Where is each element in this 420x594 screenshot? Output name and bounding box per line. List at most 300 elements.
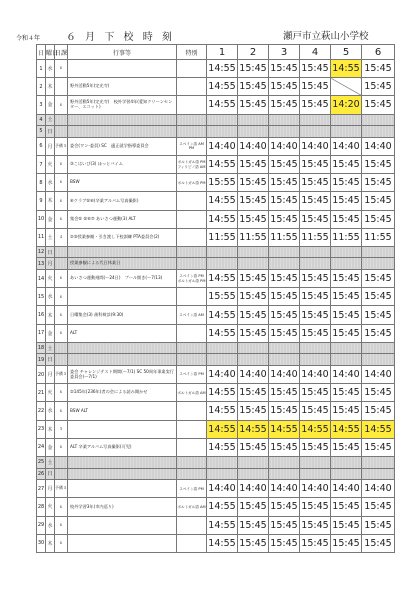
time-cell: 15:45 <box>300 402 331 420</box>
time-cell: 14:40 <box>238 480 269 498</box>
time-cell: 14:40 <box>362 137 395 155</box>
time-cell: 15:45 <box>331 306 362 324</box>
time-cell: 15:45 <box>362 324 395 342</box>
time-cell <box>207 342 238 354</box>
time-cell: 15:45 <box>238 174 269 192</box>
time-cell: 15:45 <box>331 270 362 288</box>
time-cell: 14:40 <box>331 137 362 155</box>
day-cell: 24 <box>37 438 46 456</box>
col-period-3: 3 <box>269 45 300 60</box>
event-cell <box>68 126 177 138</box>
event-cell: ALT <box>68 324 177 342</box>
col-day: 日 <box>37 45 46 60</box>
time-cell: 14:40 <box>238 366 269 384</box>
special-cell <box>177 210 207 228</box>
time-cell: 15:45 <box>362 78 395 96</box>
table-row <box>37 420 395 438</box>
day-cell: 12 <box>37 246 46 258</box>
type-cell: ６ <box>55 174 68 192</box>
event-cell <box>68 468 177 480</box>
day-cell: 10 <box>37 210 46 228</box>
page-header <box>0 0 420 44</box>
time-cell: 14:55 <box>207 498 238 516</box>
day-cell: 17 <box>37 324 46 342</box>
time-cell: 15:45 <box>300 210 331 228</box>
time-cell <box>269 456 300 468</box>
day-cell: 6 <box>37 137 46 155</box>
time-cell: 15:45 <box>269 288 300 306</box>
time-cell: 15:45 <box>238 60 269 78</box>
special-cell <box>177 354 207 366</box>
time-cell: 14:55 <box>207 192 238 210</box>
table-row <box>37 210 395 228</box>
event-cell: ③こはいび(3) ほっとバイム <box>68 155 177 173</box>
weekday-cell: 水 <box>46 60 55 78</box>
weekday-cell: 月 <box>46 366 55 384</box>
time-cell: 14:40 <box>362 366 395 384</box>
col-weekday: 曜日 <box>46 45 55 60</box>
day-cell: 3 <box>37 96 46 114</box>
event-cell <box>68 60 177 78</box>
time-cell <box>269 258 300 270</box>
time-cell: 15:45 <box>331 324 362 342</box>
day-cell: 18 <box>37 342 46 354</box>
event-cell: ②③授業参観・引き渡し下校訓練 PTA委員会(2) <box>68 228 177 246</box>
event-cell <box>68 246 177 258</box>
time-cell <box>362 468 395 480</box>
time-cell: 15:45 <box>238 270 269 288</box>
time-cell: 15:45 <box>238 438 269 456</box>
time-cell: 15:45 <box>362 534 395 552</box>
time-cell: 11:55 <box>331 228 362 246</box>
time-cell <box>331 246 362 258</box>
time-cell <box>238 354 269 366</box>
time-cell <box>331 258 362 270</box>
col-period-5: 5 <box>331 45 362 60</box>
special-cell <box>177 246 207 258</box>
event-cell: 野外活動5年(定光寺) <box>68 78 177 96</box>
type-cell: ６ <box>55 498 68 516</box>
day-cell: 5 <box>37 126 46 138</box>
type-cell: ６ <box>55 534 68 552</box>
weekday-cell: 木 <box>46 306 55 324</box>
time-cell: 15:45 <box>300 60 331 78</box>
table-row <box>37 402 395 420</box>
type-cell <box>55 456 68 468</box>
time-cell <box>269 354 300 366</box>
col-special: 特別 <box>177 45 207 60</box>
time-cell: 15:45 <box>238 534 269 552</box>
weekday-cell: 火 <box>46 270 55 288</box>
time-cell: 14:55 <box>207 306 238 324</box>
time-cell: 14:55 <box>207 155 238 173</box>
time-cell: 15:45 <box>238 210 269 228</box>
type-cell: ５ <box>55 420 68 438</box>
special-cell <box>177 468 207 480</box>
time-cell <box>362 114 395 126</box>
event-cell: 授業参観による代日休業日 <box>68 258 177 270</box>
time-cell: 14:40 <box>300 480 331 498</box>
event-cell <box>68 456 177 468</box>
time-cell: 15:45 <box>238 516 269 534</box>
time-cell: 14:55 <box>207 402 238 420</box>
special-cell: ポルトガル語 AM <box>177 384 207 402</box>
day-cell: 2 <box>37 78 46 96</box>
time-cell: 14:55 <box>238 420 269 438</box>
special-cell: スペイン語 PM ポルトガル語 PM <box>177 270 207 288</box>
time-cell: 15:45 <box>269 324 300 342</box>
weekday-cell: 水 <box>46 402 55 420</box>
weekday-cell: 水 <box>46 288 55 306</box>
special-cell <box>177 402 207 420</box>
day-cell: 20 <box>37 366 46 384</box>
time-cell: 15:45 <box>300 324 331 342</box>
time-cell <box>238 258 269 270</box>
type-cell: ６ <box>55 324 68 342</box>
time-cell: 15:45 <box>331 438 362 456</box>
time-cell: 14:55 <box>207 384 238 402</box>
table-row <box>37 126 395 138</box>
time-cell <box>331 468 362 480</box>
day-cell: 30 <box>37 534 46 552</box>
table-row <box>37 516 395 534</box>
weekday-cell: 月 <box>46 137 55 155</box>
time-cell: 15:45 <box>331 402 362 420</box>
special-cell <box>177 288 207 306</box>
event-cell: 野外活動5年(定光寺) 校外学習4年(愛知クリーンセンター、エコット) <box>68 96 177 114</box>
time-cell: 15:45 <box>362 384 395 402</box>
time-cell: 15:45 <box>331 534 362 552</box>
time-cell <box>300 468 331 480</box>
day-cell: 23 <box>37 420 46 438</box>
special-cell <box>177 534 207 552</box>
time-cell: 15:45 <box>269 155 300 173</box>
time-cell: 15:45 <box>269 402 300 420</box>
col-type: 日課 <box>55 45 68 60</box>
time-cell <box>238 456 269 468</box>
day-cell: 26 <box>37 468 46 480</box>
time-cell: 14:40 <box>207 366 238 384</box>
weekday-cell: 日 <box>46 354 55 366</box>
time-cell: 15:45 <box>238 498 269 516</box>
time-cell <box>331 354 362 366</box>
table-row <box>37 288 395 306</box>
time-cell <box>238 114 269 126</box>
time-cell <box>207 258 238 270</box>
special-cell: スペイン語 PM <box>177 480 207 498</box>
time-cell <box>238 342 269 354</box>
time-cell: 15:45 <box>362 438 395 456</box>
weekday-cell: 土 <box>46 114 55 126</box>
type-cell: ６ <box>55 516 68 534</box>
time-cell: 15:45 <box>238 402 269 420</box>
time-cell: 15:45 <box>238 78 269 96</box>
col-period-4: 4 <box>300 45 331 60</box>
time-cell: 15:55 <box>207 288 238 306</box>
time-cell: 15:45 <box>362 288 395 306</box>
time-cell: 15:45 <box>300 78 331 96</box>
event-cell <box>68 288 177 306</box>
time-cell: 15:45 <box>331 498 362 516</box>
event-cell <box>68 516 177 534</box>
time-cell <box>207 114 238 126</box>
time-cell: 14:40 <box>300 366 331 384</box>
time-cell: 15:45 <box>269 516 300 534</box>
time-cell: 15:45 <box>300 534 331 552</box>
special-cell <box>177 456 207 468</box>
time-cell <box>331 342 362 354</box>
time-cell: 15:45 <box>238 192 269 210</box>
time-cell: 14:55 <box>207 60 238 78</box>
time-cell: 15:45 <box>362 210 395 228</box>
special-cell <box>177 126 207 138</box>
time-cell: 15:45 <box>300 384 331 402</box>
time-cell: 14:55 <box>207 96 238 114</box>
type-cell: 予備５ <box>55 366 68 384</box>
event-cell <box>68 342 177 354</box>
day-cell: 13 <box>37 258 46 270</box>
type-cell <box>55 342 68 354</box>
table-row <box>37 78 395 96</box>
time-cell: 14:55 <box>207 420 238 438</box>
time-cell: 11:55 <box>207 228 238 246</box>
col-period-1: 1 <box>207 45 238 60</box>
type-cell: ４ <box>55 228 68 246</box>
time-cell <box>331 114 362 126</box>
type-cell <box>55 114 68 126</box>
day-cell: 9 <box>37 192 46 210</box>
time-cell: 15:45 <box>300 438 331 456</box>
special-cell <box>177 324 207 342</box>
type-cell: ６ <box>55 438 68 456</box>
time-cell <box>300 114 331 126</box>
day-cell: 28 <box>37 498 46 516</box>
table-row <box>37 137 395 155</box>
special-cell: スペイン語 PM <box>177 366 207 384</box>
weekday-cell: 土 <box>46 228 55 246</box>
time-cell: 15:45 <box>269 192 300 210</box>
event-cell: ②145年(236年)者の会による読み聞かせ <box>68 384 177 402</box>
type-cell: ６ <box>55 402 68 420</box>
weekday-cell: 木 <box>46 78 55 96</box>
time-cell <box>269 342 300 354</box>
col-event: 行事等 <box>68 45 177 60</box>
special-cell <box>177 192 207 210</box>
time-cell: 15:45 <box>300 498 331 516</box>
special-cell <box>177 516 207 534</box>
time-cell: 15:45 <box>362 402 395 420</box>
type-cell: ６ <box>55 96 68 114</box>
special-cell <box>177 258 207 270</box>
time-cell: 14:40 <box>207 480 238 498</box>
special-cell <box>177 420 207 438</box>
time-cell: 15:45 <box>300 270 331 288</box>
time-cell: 14:40 <box>207 137 238 155</box>
time-cell: 15:45 <box>331 384 362 402</box>
type-cell: ６ <box>55 192 68 210</box>
time-cell <box>269 126 300 138</box>
time-cell: 14:40 <box>331 366 362 384</box>
time-cell: 14:40 <box>269 366 300 384</box>
time-cell: 15:45 <box>331 174 362 192</box>
time-cell: 15:45 <box>362 516 395 534</box>
day-cell: 21 <box>37 384 46 402</box>
day-cell: 16 <box>37 306 46 324</box>
time-cell: 14:55 <box>207 534 238 552</box>
time-cell: 15:45 <box>269 174 300 192</box>
time-cell: 15:45 <box>362 306 395 324</box>
table-row <box>37 534 395 552</box>
time-cell: 14:40 <box>238 137 269 155</box>
time-cell <box>238 126 269 138</box>
time-cell: 15:45 <box>269 306 300 324</box>
table-row <box>37 342 395 354</box>
time-cell <box>207 468 238 480</box>
weekday-cell: 金 <box>46 438 55 456</box>
type-cell <box>55 78 68 96</box>
time-cell: 14:55 <box>207 516 238 534</box>
type-cell: 予備５ <box>55 480 68 498</box>
weekday-cell: 土 <box>46 342 55 354</box>
time-cell <box>300 342 331 354</box>
table-row <box>37 60 395 78</box>
special-cell: ポルトガル語 PM フィリピノ語 AM <box>177 155 207 173</box>
time-cell <box>269 468 300 480</box>
type-cell <box>55 468 68 480</box>
table-row <box>37 438 395 456</box>
time-cell <box>269 114 300 126</box>
time-cell <box>331 456 362 468</box>
time-cell <box>362 354 395 366</box>
time-cell <box>300 246 331 258</box>
time-cell: 15:45 <box>238 306 269 324</box>
weekday-cell: 火 <box>46 384 55 402</box>
event-cell: あいさつ運動週間(～24日) プール開き(～7/13) <box>68 270 177 288</box>
type-cell: ６ <box>55 270 68 288</box>
event-cell: 集会⑤ ⑤⑥⑦ あいさつ運動(3) ALT <box>68 210 177 228</box>
event-cell: 委会(ワン-委員) SC 適正就学指導委員会 <box>68 137 177 155</box>
type-cell: ６ <box>55 288 68 306</box>
day-cell: 14 <box>37 270 46 288</box>
col-period-6: 6 <box>362 45 395 60</box>
time-cell: 15:45 <box>238 384 269 402</box>
event-cell: 校外学習3年(市内巡り) <box>68 498 177 516</box>
time-cell: 14:55 <box>331 60 362 78</box>
time-cell: 15:45 <box>300 516 331 534</box>
time-cell: 15:45 <box>269 78 300 96</box>
time-cell: 11:55 <box>238 228 269 246</box>
time-cell: 14:55 <box>207 438 238 456</box>
time-cell <box>207 126 238 138</box>
day-cell: 27 <box>37 480 46 498</box>
weekday-cell: 水 <box>46 174 55 192</box>
table-row <box>37 324 395 342</box>
table-row <box>37 96 395 114</box>
special-cell: ポルトガル語 PM <box>177 174 207 192</box>
time-cell: 15:45 <box>269 210 300 228</box>
weekday-cell: 金 <box>46 210 55 228</box>
weekday-cell: 土 <box>46 456 55 468</box>
time-cell: 15:45 <box>362 60 395 78</box>
time-cell: 14:40 <box>269 480 300 498</box>
time-cell <box>362 246 395 258</box>
day-cell: 15 <box>37 288 46 306</box>
time-cell: 14:40 <box>269 137 300 155</box>
weekday-cell: 火 <box>46 498 55 516</box>
time-cell: 15:45 <box>238 155 269 173</box>
time-cell <box>300 126 331 138</box>
table-row <box>37 258 395 270</box>
type-cell <box>55 258 68 270</box>
special-cell <box>177 114 207 126</box>
time-cell: 15:45 <box>362 96 395 114</box>
weekday-cell: 水 <box>46 516 55 534</box>
time-cell: 15:45 <box>362 192 395 210</box>
weekday-cell: 月 <box>46 258 55 270</box>
day-cell: 11 <box>37 228 46 246</box>
time-cell: 15:45 <box>269 498 300 516</box>
special-cell: スペイン語 AM PM <box>177 137 207 155</box>
time-cell <box>362 342 395 354</box>
weekday-cell: 月 <box>46 480 55 498</box>
time-cell: 15:45 <box>300 306 331 324</box>
time-cell: 15:45 <box>362 270 395 288</box>
time-cell: 15:45 <box>238 324 269 342</box>
time-cell: 14:55 <box>362 420 395 438</box>
time-cell <box>362 126 395 138</box>
table-row <box>37 246 395 258</box>
time-cell: 14:40 <box>300 137 331 155</box>
time-cell <box>207 354 238 366</box>
time-cell: 11:55 <box>300 228 331 246</box>
weekday-cell: 木 <box>46 534 55 552</box>
day-cell: 29 <box>37 516 46 534</box>
era-label: 令和４年 <box>16 35 41 42</box>
type-cell: ６ <box>55 155 68 173</box>
time-cell: 15:45 <box>300 288 331 306</box>
time-cell: 15:45 <box>331 516 362 534</box>
event-cell <box>68 534 177 552</box>
time-cell: 14:55 <box>331 420 362 438</box>
time-cell: 14:40 <box>362 480 395 498</box>
time-cell <box>300 354 331 366</box>
table-row <box>37 114 395 126</box>
type-cell: ６ <box>55 384 68 402</box>
time-cell: 15:45 <box>238 96 269 114</box>
type-cell <box>55 354 68 366</box>
time-cell <box>300 456 331 468</box>
table-row <box>37 354 395 366</box>
day-cell: 22 <box>37 402 46 420</box>
day-cell: 4 <box>37 114 46 126</box>
table-row <box>37 456 395 468</box>
event-cell <box>68 114 177 126</box>
day-cell: 1 <box>37 60 46 78</box>
time-cell: 15:45 <box>269 384 300 402</box>
special-cell <box>177 60 207 78</box>
time-cell: 15:45 <box>269 60 300 78</box>
time-cell: 15:45 <box>362 498 395 516</box>
weekday-cell: 金 <box>46 324 55 342</box>
time-cell <box>269 246 300 258</box>
event-cell <box>68 480 177 498</box>
special-cell <box>177 78 207 96</box>
table-row <box>37 174 395 192</box>
time-cell: 11:55 <box>362 228 395 246</box>
time-cell: 15:45 <box>331 192 362 210</box>
table-row <box>37 480 395 498</box>
weekday-cell: 金 <box>46 96 55 114</box>
